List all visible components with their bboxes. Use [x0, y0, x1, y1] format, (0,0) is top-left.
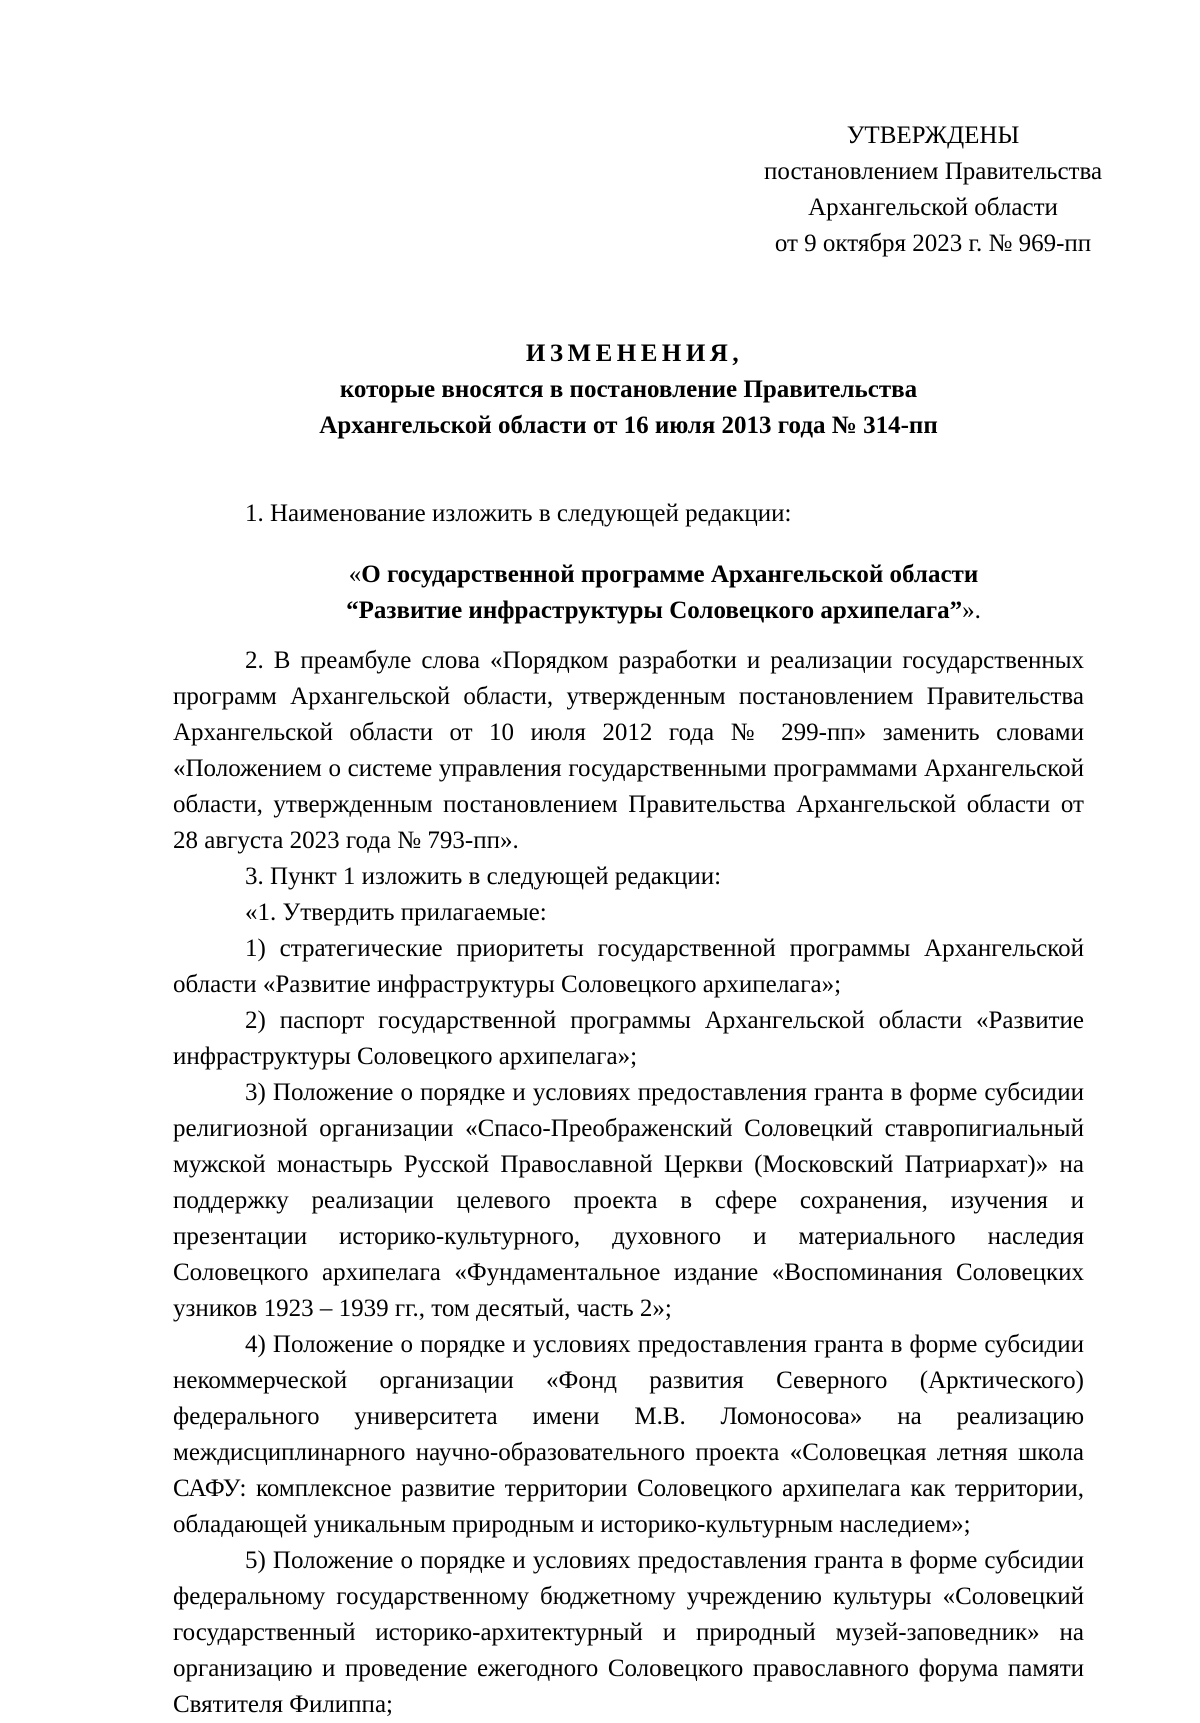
program-title-text-2: “Развитие инфраструктуры Соловецкого архипелага”: [346, 597, 963, 624]
program-title: [173, 557, 1084, 629]
approval-stamp: [713, 118, 1153, 262]
paragraph-item-3: 3. Пункт 1 изложить в следующей редакции:: [245, 863, 722, 890]
program-title-open-quote: «: [348, 561, 362, 588]
paragraph-subitem-4: 4) Положение о порядке и условиях предоставления гранта в форме субсидии некоммерческой организации «Фонд развития Северного (Арктического) федерального университета имени М.В. Ломоносова» на реализацию междисциплинарного научно-образовательного проекта «Соловецкая летняя школа САФУ: комплексное развитие территории Соловецкого архипелага как территории, обладающей уникальным природным и историко-культурным наследием»;: [173, 1331, 1084, 1538]
document-title: ИЗМЕНЕНИЯ,: [525, 340, 744, 367]
paragraph-subitem-1: 1) стратегические приоритеты государственной программы Архангельской области «Развитие инфраструктуры Соловецкого архипелага»;: [173, 935, 1084, 998]
program-title-line-2: [243, 593, 1084, 629]
document-subtitle-line-1: которые вносятся в постановление Правительства: [339, 376, 918, 403]
paragraph-item-2: 2. В преамбуле слова «Порядком разработки и реализации государственных программ Архангельской области, утвержденным постановлением Правительства Архангельской области от 10 июля 2012 года № 299-пп» заменить словами «Положением о системе управления государственными программами Архангельской области, утвержденным постановлением Правительства Архангельской области от 28 августа 2023 года № 793-пп».: [173, 647, 1084, 854]
document-heading: [173, 336, 1084, 444]
approval-line-2: Архангельской области: [808, 194, 1058, 221]
program-title-line-1: [243, 557, 1084, 593]
program-title-text-1: О государственной программе Архангельской области: [361, 561, 979, 588]
item-1-text: 1. Наименование изложить в следующей редакции:: [245, 500, 792, 527]
document-subtitle-line-2: Архангельской области от 16 июля 2013 года № 314-пп: [319, 412, 938, 439]
approval-line-1: постановлением Правительства: [763, 158, 1103, 185]
paragraph-approve-intro: «1. Утвердить прилагаемые:: [245, 899, 547, 926]
approval-line-3: от 9 октября 2023 г. № 969-пп: [774, 230, 1092, 257]
paragraph-subitem-2: 2) паспорт государственной программы Архангельской области «Развитие инфраструктуры Соловецкого архипелага»;: [173, 1007, 1084, 1070]
paragraph-subitem-5: 5) Положение о порядке и условиях предоставления гранта в форме субсидии федеральному государственному бюджетному учреждению культуры «Соловецкий государственный историко-архитектурный и природный музей-заповедник» на организацию и проведение ежегодного Соловецкого православного форума памяти Святителя Филиппа;: [173, 1547, 1084, 1718]
paragraph-subitem-3: 3) Положение о порядке и условиях предоставления гранта в форме субсидии религиозной организации «Спасо-Преображенский Соловецкий ставропигиальный мужской монастырь Русской Православной Церкви (Московский Патриархат)» на поддержку реализации целевого проекта в сфере сохранения, изучения и презентации историко-культурного, духовного и материального наследия Соловецкого архипелага «Фундаментальное издание «Воспоминания Соловецких узников 1923 – 1939 гг., том десятый, часть 2»;: [173, 1079, 1084, 1322]
program-title-close-quote: ».: [962, 597, 981, 624]
approval-heading: УТВЕРЖДЕНЫ: [846, 122, 1020, 149]
